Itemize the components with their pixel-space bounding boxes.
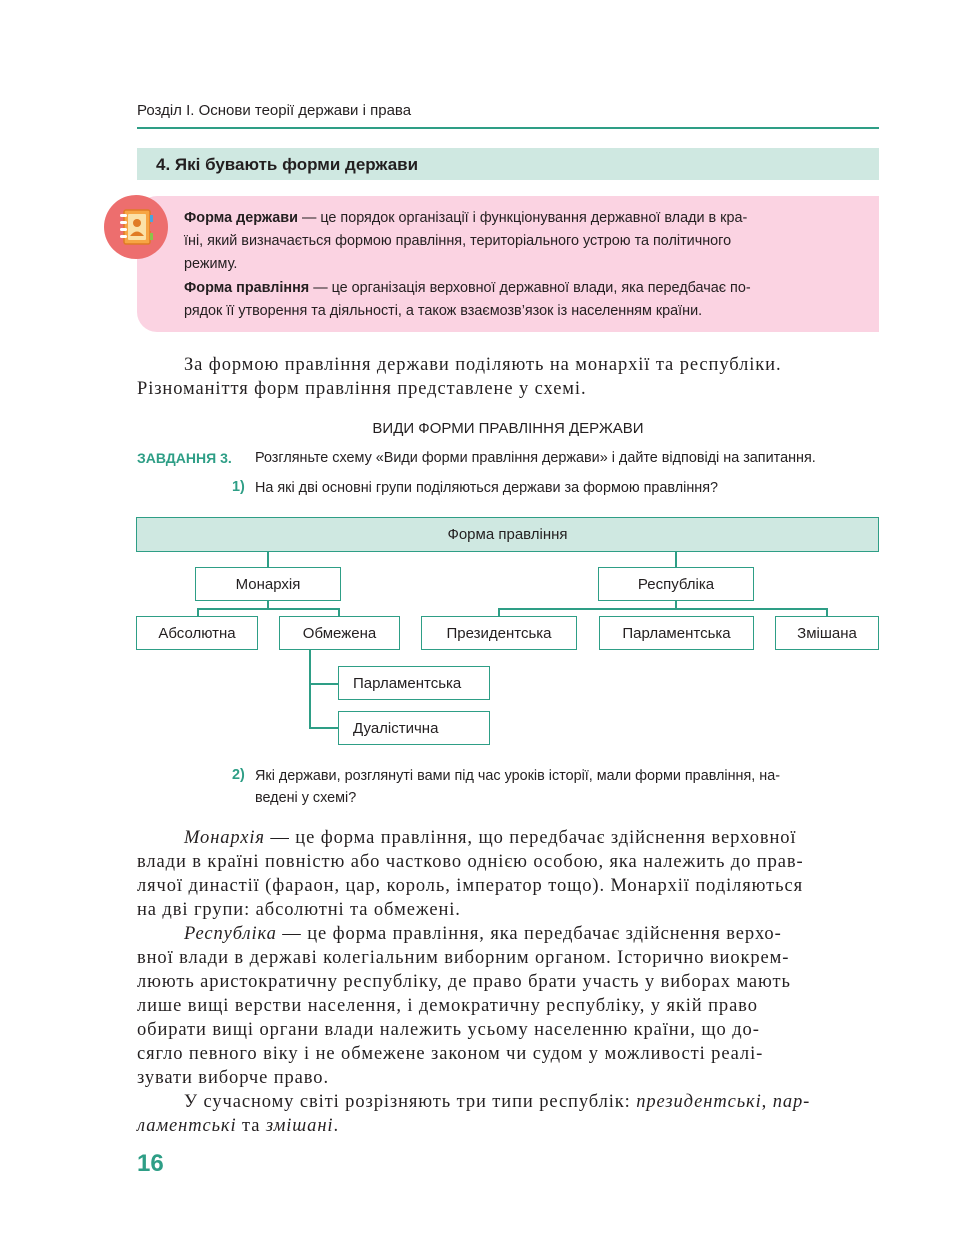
task-text: Розгляньте схему «Види форми правління держави» і дайте відповіді на запитання. [255,450,816,466]
page-number: 16 [137,1150,164,1177]
node-limited: Обмежена [279,616,400,650]
paragraph-republic [137,922,879,1090]
node-form-of-government: Форма правління [136,517,879,552]
definition-text: режиму. [184,256,238,272]
connector-line [309,649,311,729]
node-mixed: Змішана [775,616,879,650]
connector-line [309,727,338,729]
node-presidential: Президентська [421,616,577,650]
definition-form-of-state [184,207,859,276]
text-line: ведені у схемі? [255,790,357,806]
connector-line [197,608,340,610]
term-presidential: президентські [636,1092,762,1112]
node-absolute: Абсолютна [136,616,258,650]
text-line: Різноманіття форм правління представлене у схемі. [137,379,587,399]
question-number: 1) [232,479,245,495]
scheme-title: ВИДИ ФОРМИ ПРАВЛІННЯ ДЕРЖАВИ [372,420,644,437]
section-title: 4. Які бувають форми держави [156,155,419,174]
term-form-of-state: Форма держави [184,210,298,226]
text-line: — це форма правління, що передбачає здійснення верховної [264,828,797,848]
question-number: 2) [232,767,245,783]
term-republic: Республіка [184,924,277,944]
node-dualistic: Дуалістична [338,711,490,745]
node-republic: Республіка [598,567,754,601]
definition-text: їні, який визначається формою правління, територіального устрою та політичного [184,233,732,249]
definition-text: рядок її утворення та діяльності, а також взаємозв’язок із населенням країни. [184,303,703,319]
definition-text: — це організація верховної державної влади, яка передбачає по- [309,280,751,296]
text-line: — це форма правління, яка передбачає здійснення верхо- [276,924,782,944]
text-line: влади в країні повністю або частково однією особою, яка належить до прав- [137,852,804,872]
paragraph-monarchy [137,826,879,922]
node-monarchy: Монархія [195,567,341,601]
header-divider [137,127,879,129]
text-line: лячої династії (фараон, цар, король, імператор тощо). Монархії поділяються [137,876,803,896]
paragraph-republic-types [137,1090,879,1138]
text-line: вної влади в державі колегіальним виборним органом. Історично виокрем- [137,948,790,968]
connector-line [675,551,677,568]
term-mixed: змішані [265,1116,334,1136]
punctuation: . [333,1116,339,1136]
task-label: ЗАВДАННЯ 3. [137,450,232,466]
running-head: Розділ І. Основи теорії держави і права [137,102,412,119]
text-line: У сучасному світі розрізняють три типи республік: [184,1092,637,1112]
definition-form-of-government [184,277,859,323]
text-line: сягло певного віку і не обмежене законом чи судом у можливості реалі- [137,1044,764,1064]
text-line: та [236,1116,266,1136]
definition-text: — це порядок організації і функціонування державної влади в кра- [297,210,748,226]
text-line: Які держави, розглянуті вами під час уроків історії, мали форми правління, на- [255,768,781,784]
term-parliamentary: ламентські [137,1116,237,1136]
text-line: обирати вищі органи влади належить усьому населенню країни, що до- [137,1020,760,1040]
text-line: За формою правління держави поділяють на монархії та республіки. [184,355,782,375]
text-line: люють аристократичну республіку, де право брати участь у виборах мають [137,972,791,992]
text-line: лише вищі верстви населення, і демократичну республіку, у якій право [137,996,758,1016]
punctuation: , [761,1092,773,1112]
term-form-of-government: Форма правління [184,280,310,296]
node-parliamentary-monarchy: Парламентська [338,666,490,700]
question-text [255,765,879,809]
connector-line [309,683,338,685]
term-parliamentary: пар- [772,1092,811,1112]
connector-line [267,551,269,568]
text-line: на дві групи: абсолютні та обмежені. [137,900,461,920]
connector-line [498,608,828,610]
question-text: На які дві основні групи поділяються держави за формою правління? [255,480,719,496]
text-line: зувати виборче право. [137,1068,329,1088]
contacts-book-icon [104,195,168,259]
node-parliamentary-republic: Парламентська [599,616,754,650]
term-monarchy: Монархія [184,828,265,848]
intro-paragraph [137,353,879,401]
